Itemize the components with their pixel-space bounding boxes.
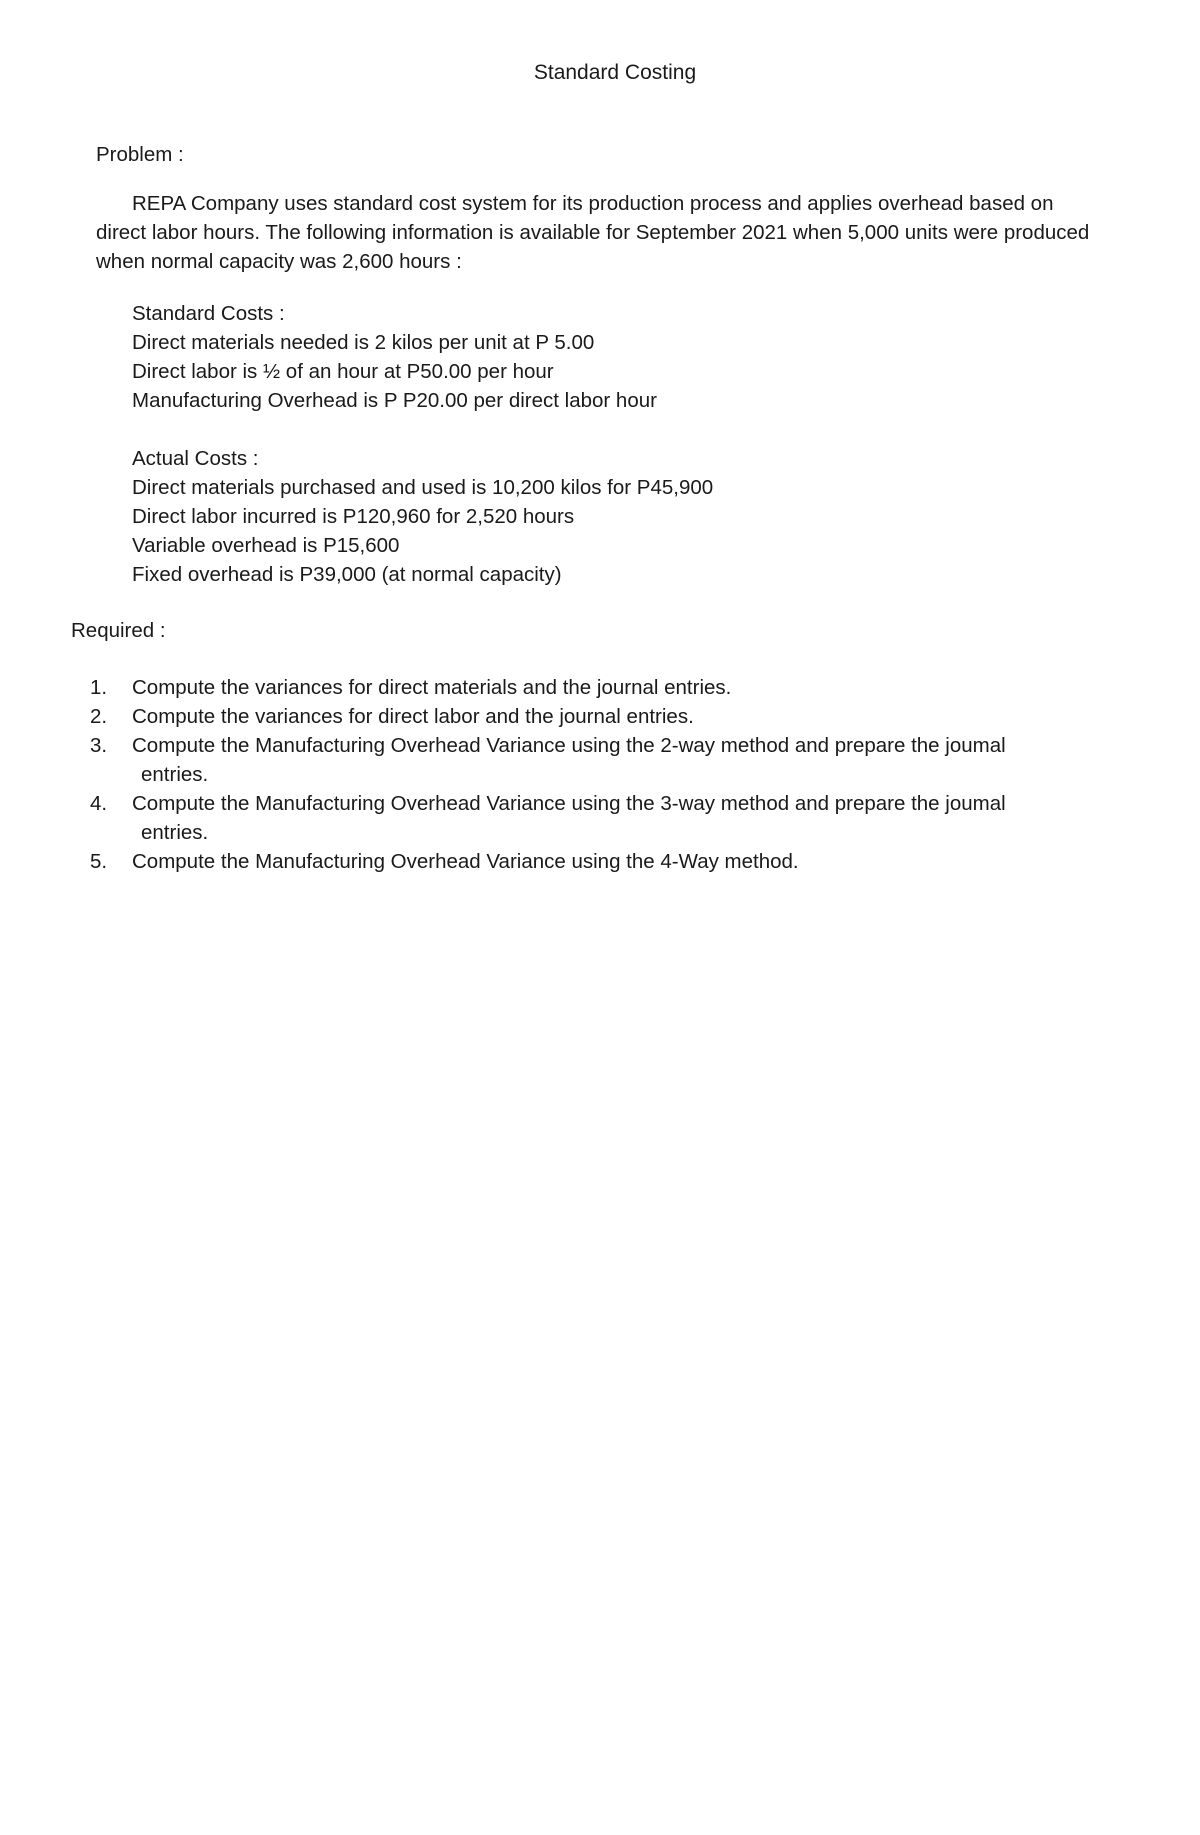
required-item xyxy=(90,702,1090,731)
required-item xyxy=(90,847,1090,876)
actual-cost-item: Direct materials purchased and used is 10,200 kilos for P45,900 xyxy=(132,476,714,499)
required-item-text xyxy=(132,702,1090,731)
required-item-text xyxy=(132,789,1090,847)
required-item-line: Compute the Manufacturing Overhead Variance using the 4-Way method. xyxy=(132,850,799,873)
actual-costs-heading: Actual Costs : xyxy=(132,447,259,470)
required-item-line: Compute the Manufacturing Overhead Variance using the 3-way method and prepare the joumal xyxy=(132,792,1006,815)
actual-cost-item: Fixed overhead is P39,000 (at normal capacity) xyxy=(132,563,562,586)
required-item-number: 1. xyxy=(90,676,108,699)
required-item xyxy=(90,673,1090,702)
required-item-line-continued: entries. xyxy=(141,821,209,844)
required-item-line: Compute the Manufacturing Overhead Variance using the 2-way method and prepare the joumal xyxy=(132,734,1006,757)
standard-cost-item: Direct labor is ½ of an hour at P50.00 per hour xyxy=(132,360,554,383)
actual-cost-item: Variable overhead is P15,600 xyxy=(132,534,400,557)
required-item xyxy=(90,731,1090,789)
required-item-line: Compute the variances for direct labor and the journal entries. xyxy=(132,705,694,728)
required-item-number: 2. xyxy=(90,705,108,728)
required-label: Required : xyxy=(71,619,166,642)
actual-cost-item: Direct labor incurred is P120,960 for 2,520 hours xyxy=(132,505,575,528)
standard-costs-block xyxy=(132,299,657,415)
problem-intro-paragraph: REPA Company uses standard cost system for its production process and applies overhead based on direct labor hours. The following information is available for September 2021 when 5,000 units were produced when normal capacity was 2,600 hours : xyxy=(96,192,1090,273)
standard-cost-item: Direct materials needed is 2 kilos per unit at P 5.00 xyxy=(132,331,595,354)
required-item xyxy=(90,789,1090,847)
required-item-text xyxy=(132,731,1090,789)
standard-cost-item: Manufacturing Overhead is P P20.00 per direct labor hour xyxy=(132,389,657,412)
required-item-text xyxy=(132,673,1090,702)
required-item-number: 3. xyxy=(90,734,108,757)
required-list xyxy=(90,673,1090,876)
problem-label: Problem : xyxy=(96,143,184,166)
required-item-text xyxy=(132,847,1090,876)
required-item-number: 5. xyxy=(90,850,108,873)
standard-costs-heading: Standard Costs : xyxy=(132,302,285,325)
required-item-number: 4. xyxy=(90,792,108,815)
required-item-line-continued: entries. xyxy=(141,763,209,786)
required-item-line: Compute the variances for direct materials and the journal entries. xyxy=(132,676,732,699)
actual-costs-block xyxy=(132,444,713,589)
document-title: Standard Costing xyxy=(533,61,697,84)
